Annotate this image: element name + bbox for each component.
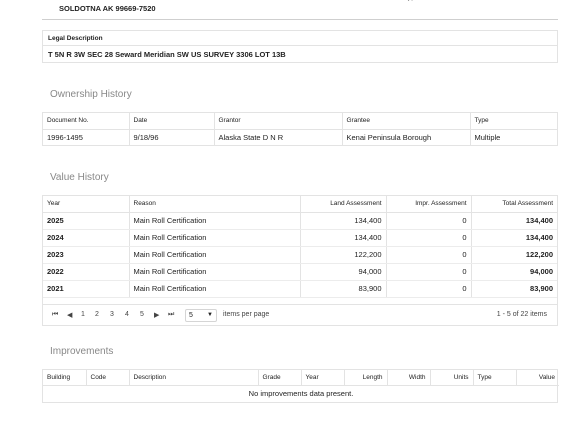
column-header-length[interactable]: Length (344, 370, 387, 385)
table-row (43, 246, 557, 263)
column-header-date[interactable]: Date (129, 113, 214, 129)
value-history-title: Value History (50, 172, 109, 183)
table-row (43, 280, 557, 297)
page-size-value: 5 (189, 312, 193, 319)
column-header-description[interactable]: Description (129, 370, 258, 385)
total-assessment-cell: 83,900 (471, 280, 557, 297)
table-header-row (43, 370, 559, 385)
column-header-impr-assessment[interactable]: Impr. Assessment (386, 196, 471, 212)
improvements-table (42, 369, 558, 403)
page-button-2[interactable]: 2 (95, 311, 99, 318)
no-improvements-message: No improvements data present. (248, 389, 354, 399)
land-assessment-cell: 122,200 (300, 246, 386, 263)
year-cell: 2024 (43, 229, 129, 246)
chevron-down-icon: ▼ (207, 312, 213, 318)
owner-mid-text (224, 0, 271, 1)
column-header-year[interactable]: Year (43, 196, 129, 212)
column-header-grantee[interactable]: Grantee (342, 113, 470, 129)
total-assessment-cell: 134,400 (471, 212, 557, 229)
year-cell: 2025 (43, 212, 129, 229)
reason-cell: Main Roll Certification (129, 280, 300, 297)
total-assessment-cell: 94,000 (471, 263, 557, 280)
page-button-3[interactable]: 3 (110, 311, 114, 318)
ownership-type: Multiple (470, 129, 557, 146)
column-header-grantor[interactable]: Grantor (214, 113, 342, 129)
items-per-page-label: items per page (223, 311, 270, 318)
first-page-icon[interactable]: ⏮ (52, 311, 59, 318)
column-header-reason[interactable]: Reason (129, 196, 300, 212)
legal-description-header: Legal Description (43, 31, 557, 46)
total-assessment-cell: 122,200 (471, 246, 557, 263)
owner-address-line1 (59, 0, 86, 1)
column-header-width[interactable]: Width (387, 370, 430, 385)
table-header-row (43, 196, 557, 212)
land-assessment-cell: 94,000 (300, 263, 386, 280)
column-header-value[interactable]: Value (516, 370, 559, 385)
owner-right-text (390, 0, 483, 1)
improvements-title: Improvements (50, 346, 114, 357)
column-header-land-assessment[interactable]: Land Assessment (300, 196, 386, 212)
column-header-type[interactable]: Type (473, 370, 516, 385)
year-cell: 2021 (43, 280, 129, 297)
pagination-bar (43, 304, 557, 326)
grantor: Alaska State D N R (214, 129, 342, 146)
impr-assessment-cell: 0 (386, 212, 471, 229)
impr-assessment-cell: 0 (386, 263, 471, 280)
column-header-grade[interactable]: Grade (258, 370, 301, 385)
owner-address-block (0, 0, 576, 20)
value-history-table (42, 195, 558, 326)
prev-page-icon[interactable]: ◀ (67, 312, 73, 319)
pagination-summary: 1 - 5 of 22 items (496, 311, 547, 318)
page-button-1[interactable]: 1 (81, 311, 85, 318)
column-header-building[interactable]: Building (43, 370, 86, 385)
document-number: 1996-1495 (47, 133, 83, 143)
page-button-4[interactable]: 4 (125, 311, 129, 318)
column-header-document[interactable]: Document No. (43, 113, 129, 129)
grantee: Kenai Peninsula Borough (342, 129, 470, 146)
ownership-history-table (42, 112, 558, 146)
table-row (43, 385, 559, 402)
reason-cell: Main Roll Certification (129, 212, 300, 229)
table-row (43, 129, 557, 146)
land-assessment-cell: 134,400 (300, 212, 386, 229)
section-divider (42, 19, 558, 20)
page-size-select[interactable] (185, 309, 217, 322)
impr-assessment-cell: 0 (386, 229, 471, 246)
reason-cell: Main Roll Certification (129, 263, 300, 280)
next-page-icon[interactable]: ▶ (154, 312, 160, 319)
column-header-type[interactable]: Type (470, 113, 557, 129)
year-cell: 2022 (43, 263, 129, 280)
last-page-icon[interactable]: ⏭ (168, 311, 175, 318)
page-button-5[interactable]: 5 (140, 311, 144, 318)
land-assessment-cell: 83,900 (300, 280, 386, 297)
reason-cell: Main Roll Certification (129, 229, 300, 246)
table-row (43, 263, 557, 280)
year-cell: 2023 (43, 246, 129, 263)
column-header-total-assessment[interactable]: Total Assessment (471, 196, 557, 212)
impr-assessment-cell: 0 (386, 280, 471, 297)
ownership-date: 9/18/96 (129, 129, 214, 146)
total-assessment-cell: 134,400 (471, 229, 557, 246)
ownership-history-title: Ownership History (50, 89, 132, 100)
table-row (43, 212, 557, 229)
legal-description-card (42, 30, 558, 63)
reason-cell: Main Roll Certification (129, 246, 300, 263)
table-header-row (43, 113, 557, 129)
land-assessment-cell: 134,400 (300, 229, 386, 246)
owner-address-line2: SOLDOTNA AK 99669-7520 (59, 4, 156, 13)
column-header-year[interactable]: Year (301, 370, 344, 385)
impr-assessment-cell: 0 (386, 246, 471, 263)
column-header-units[interactable]: Units (430, 370, 473, 385)
table-row (43, 229, 557, 246)
column-header-code[interactable]: Code (86, 370, 129, 385)
legal-description-text: T 5N R 3W SEC 28 Seward Meridian SW US SURVEY 3306 LOT 13B (48, 50, 286, 59)
